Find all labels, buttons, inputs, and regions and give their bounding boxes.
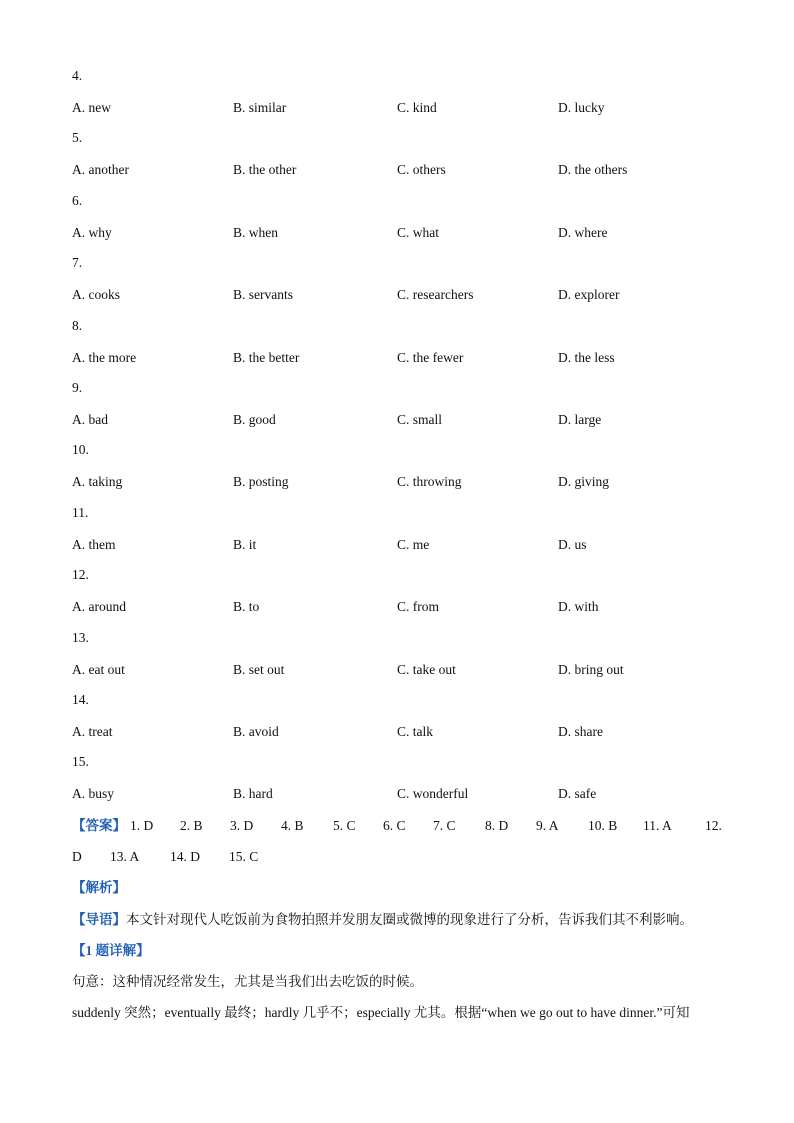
option-c: C. researchers — [397, 287, 474, 303]
option-d: D. share — [558, 724, 603, 739]
option-a: A. bad — [72, 412, 108, 427]
question-number: 14. — [72, 692, 89, 707]
answer-item: 8. D — [485, 818, 509, 833]
word-notes: suddenly 突然；eventually 最终；hardly 几乎不；especially 尤其。根据“when we go out to have dinner.”可知 — [72, 1005, 690, 1020]
option-c: C. what — [397, 224, 439, 240]
question-number: 5. — [72, 130, 83, 146]
answer-item: 4. B — [281, 818, 304, 833]
option-b: B. the better — [233, 349, 300, 365]
option-a: A. cooks — [72, 287, 120, 303]
question-number: 6. — [72, 192, 83, 208]
option-c: C. the fewer — [397, 349, 464, 365]
option-c: C. others — [397, 162, 446, 178]
option-a: A. around — [72, 599, 126, 615]
question-number: 9. — [72, 380, 83, 395]
guide-text: 本文针对现代人吃饭前为食物拍照并发朋友圈或微博的现象进行了分析，告诉我们其不利影响。 — [126, 912, 693, 927]
option-c: C. throwing — [397, 474, 462, 490]
answer-item: 5. C — [333, 818, 356, 833]
option-c: C. me — [397, 536, 430, 552]
option-b: B. hard — [233, 786, 273, 802]
question-number: 13. — [72, 629, 89, 645]
option-b: B. to — [233, 599, 260, 615]
option-c: C. kind — [397, 100, 437, 115]
answer-item: 9. A — [536, 818, 559, 833]
option-a: A. busy — [72, 786, 115, 802]
option-c: C. small — [397, 412, 443, 427]
guide-label: 【导语】 — [72, 912, 126, 927]
option-a: A. them — [72, 536, 116, 552]
option-a: A. another — [72, 162, 129, 178]
question-number: 8. — [72, 317, 83, 333]
question-number: 11. — [72, 504, 89, 520]
option-a: A. new — [72, 100, 111, 115]
option-b: B. set out — [233, 661, 285, 677]
answer-item: 14. D — [170, 849, 200, 864]
option-b: B. posting — [233, 474, 289, 490]
option-a: A. taking — [72, 474, 123, 490]
detail-heading: 【1 题详解】 — [72, 943, 150, 958]
answer-item: 12. — [705, 818, 722, 833]
option-d: D. bring out — [558, 661, 624, 677]
option-a: A. the more — [72, 349, 137, 365]
option-b: B. good — [233, 412, 276, 427]
option-d: D. giving — [558, 474, 610, 490]
answer-item: 15. C — [229, 849, 259, 864]
question-number: 4. — [72, 68, 83, 83]
option-d: D. the less — [558, 349, 615, 365]
analysis-heading: 【解析】 — [72, 880, 126, 895]
option-d: D. lucky — [558, 100, 605, 115]
option-c: C. wonderful — [397, 786, 469, 802]
option-b: B. the other — [233, 162, 297, 178]
option-a: A. treat — [72, 724, 113, 739]
option-b: B. similar — [233, 100, 287, 115]
answer-item: D — [72, 849, 82, 864]
option-c: C. from — [397, 599, 439, 615]
question-number: 7. — [72, 255, 83, 271]
option-d: D. where — [558, 224, 608, 240]
guide-paragraph — [72, 911, 693, 929]
answer-label: 【答案】 — [72, 818, 126, 833]
option-d: D. explorer — [558, 287, 620, 303]
option-d: D. us — [558, 536, 587, 552]
question-number: 10. — [72, 442, 89, 458]
option-d: D. with — [558, 599, 599, 615]
answer-item: 13. A — [110, 849, 140, 864]
option-a: A. why — [72, 224, 112, 240]
question-number: 12. — [72, 567, 89, 583]
answer-item: 10. B — [588, 818, 618, 833]
answer-item: 2. B — [180, 818, 203, 833]
answer-item: 1. D — [130, 818, 154, 833]
option-b: B. avoid — [233, 724, 279, 739]
answer-item: 11. A — [643, 818, 672, 833]
answer-item: 6. C — [383, 818, 406, 833]
option-c: C. talk — [397, 724, 433, 739]
option-b: B. servants — [233, 287, 293, 303]
option-c: C. take out — [397, 661, 456, 677]
sentence-meaning: 句意：这种情况经常发生，尤其是当我们出去吃饭的时候。 — [72, 974, 423, 989]
option-b: B. it — [233, 536, 257, 552]
question-number: 15. — [72, 754, 89, 770]
option-b: B. when — [233, 224, 278, 240]
option-a: A. eat out — [72, 661, 125, 677]
answer-item: 7. C — [433, 818, 456, 833]
option-d: D. the others — [558, 162, 628, 178]
answer-item: 3. D — [230, 818, 254, 833]
option-d: D. safe — [558, 786, 597, 802]
option-d: D. large — [558, 412, 602, 427]
